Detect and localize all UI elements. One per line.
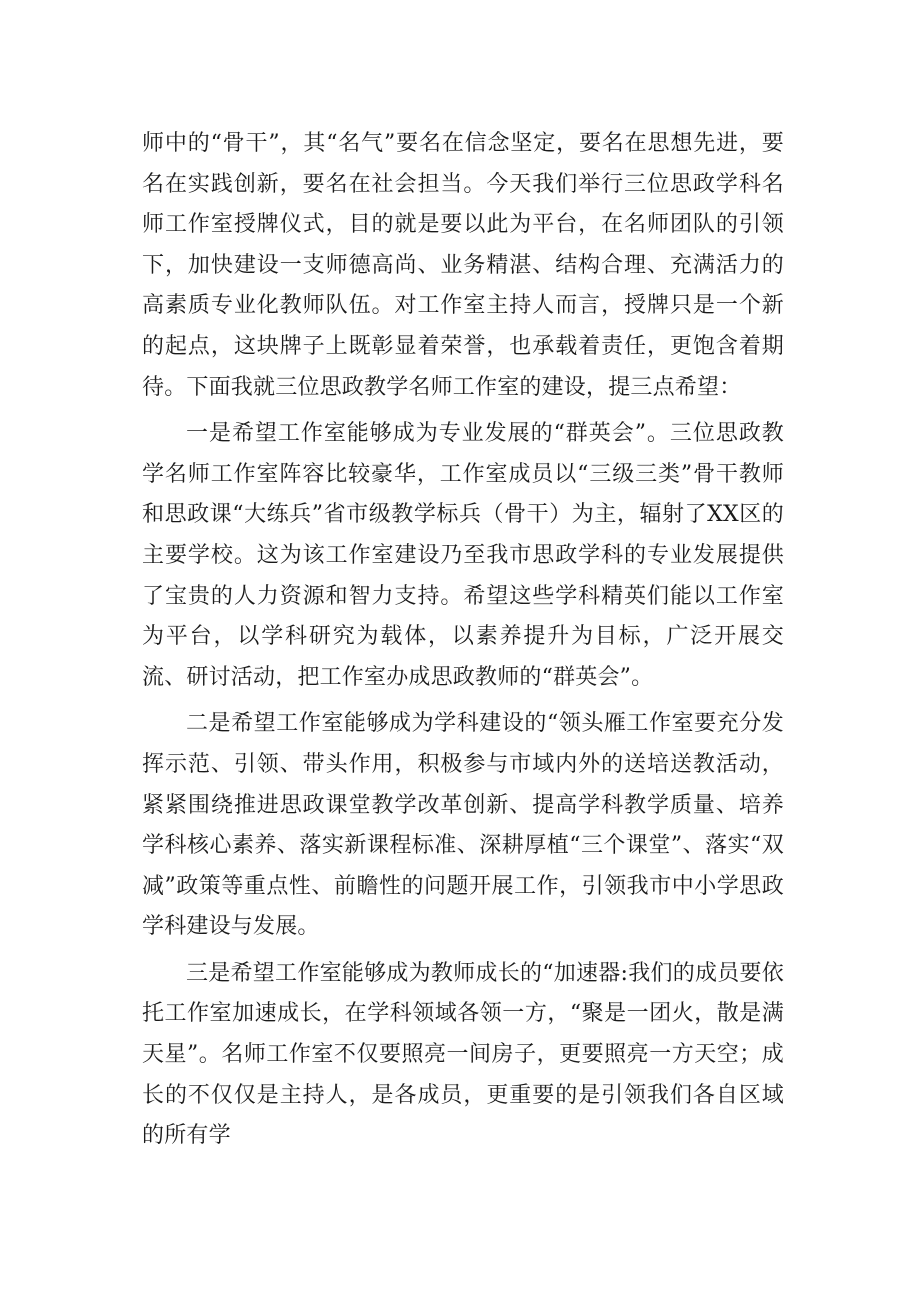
paragraph-hope-one: 一是希望工作室能够成为专业发展的“群英会”。三位思政教学名师工作室阵容比较豪华，工作室成员以“三级三类”骨干教师和思政课“大练兵”省市级教学标兵（骨干）为主，辐射了XX区的主要学校。这为该工作室建设乃至我市思政学科的专业发展提供了宝贵的人力资源和智力支持。希望这些学科精英们能以工作室为平台，以学科研究为载体，以素养提升为目标，广泛开展交流、研讨活动，把工作室办成思政教师的“群英会”。	[142, 421, 784, 690]
document-body	[142, 124, 784, 1157]
paragraph-hope-three: 三是希望工作室能够成为教师成长的“加速器:我们的成员要依托工作室加速成长，在学科领域各领一方，“聚是一团火，散是满天星”。名师工作室不仅要照亮一间房子，更要照亮一方天空；成长的不仅仅是主持人，是各成员，更重要的是引领我们各自区域的所有学	[142, 960, 784, 1149]
paragraph-hope-two: 二是希望工作室能够成为学科建设的“领头雁工作室要充分发挥示范、引领、带头作用，积极参与市域内外的送培送教活动，紧紧围绕推进思政课堂教学改革创新、提高学科教学质量、培养学科核心素养、落实新课程标准、深耕厚植“三个课堂”、落实“双减”政策等重点性、前瞻性的问题开展工作，引领我市中小学思政学科建设与发展。	[142, 711, 784, 940]
paragraph-continuation: 师中的“骨干”，其“名气”要名在信念坚定，要名在思想先进，要名在实践创新，要名在社会担当。今天我们举行三位思政学科名师工作室授牌仪式，目的就是要以此为平台，在名师团队的引领下，加快建设一支师德高尚、业务精湛、结构合理、充满活力的高素质专业化教师队伍。对工作室主持人而言，授牌只是一个新的起点，这块牌子上既彰显着荣誉，也承载着责任，更饱含着期待。下面我就三位思政教学名师工作室的建设，提三点希望：	[142, 131, 784, 400]
